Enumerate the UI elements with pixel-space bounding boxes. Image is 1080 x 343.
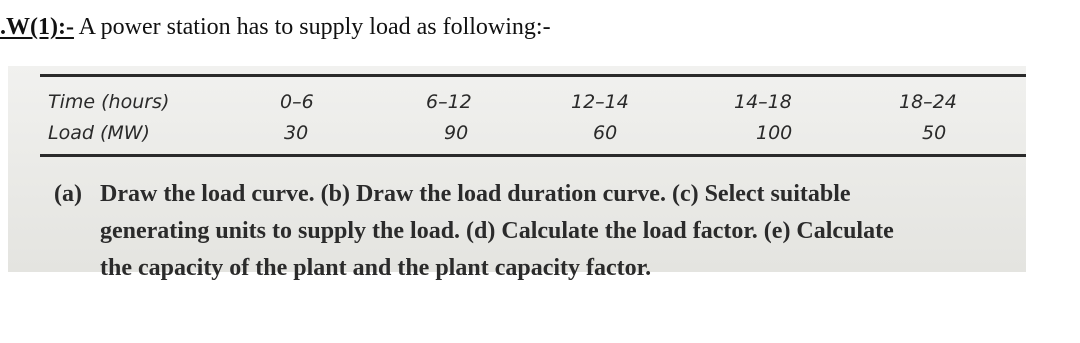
time-range-cell: 18–24	[899, 91, 957, 113]
question-line-3: the capacity of the plant and the plant capacity factor.	[100, 255, 652, 281]
load-value-cell: 50	[922, 122, 947, 144]
time-range-cell: 12–14	[571, 91, 629, 113]
time-range-cell: 6–12	[426, 91, 472, 113]
problem-statement: A power station has to supply load as following:-	[73, 14, 551, 40]
row-label-time: Time (hours)	[48, 91, 170, 113]
table-bottom-rule	[40, 154, 1026, 157]
question-line-2: generating units to supply the load. (d) Calculate the load factor. (e) Calculate	[100, 218, 894, 244]
load-value-cell: 100	[756, 122, 793, 144]
problem-number: .W(1):-	[0, 14, 74, 40]
load-value-cell: 30	[284, 122, 309, 144]
load-value-cell: 60	[593, 122, 618, 144]
load-value-cell: 90	[444, 122, 469, 144]
row-label-load: Load (MW)	[48, 122, 150, 144]
scanned-excerpt	[8, 66, 1026, 281]
question-line-1: Draw the load curve. (b) Draw the load duration curve. (c) Select suitable	[100, 181, 851, 207]
question-paragraph	[54, 176, 1024, 287]
table-top-rule	[40, 74, 1026, 77]
time-range-cell: 14–18	[734, 91, 792, 113]
problem-heading	[0, 14, 551, 41]
time-range-cell: 0–6	[280, 91, 314, 113]
question-part-label: (a)	[54, 181, 82, 207]
